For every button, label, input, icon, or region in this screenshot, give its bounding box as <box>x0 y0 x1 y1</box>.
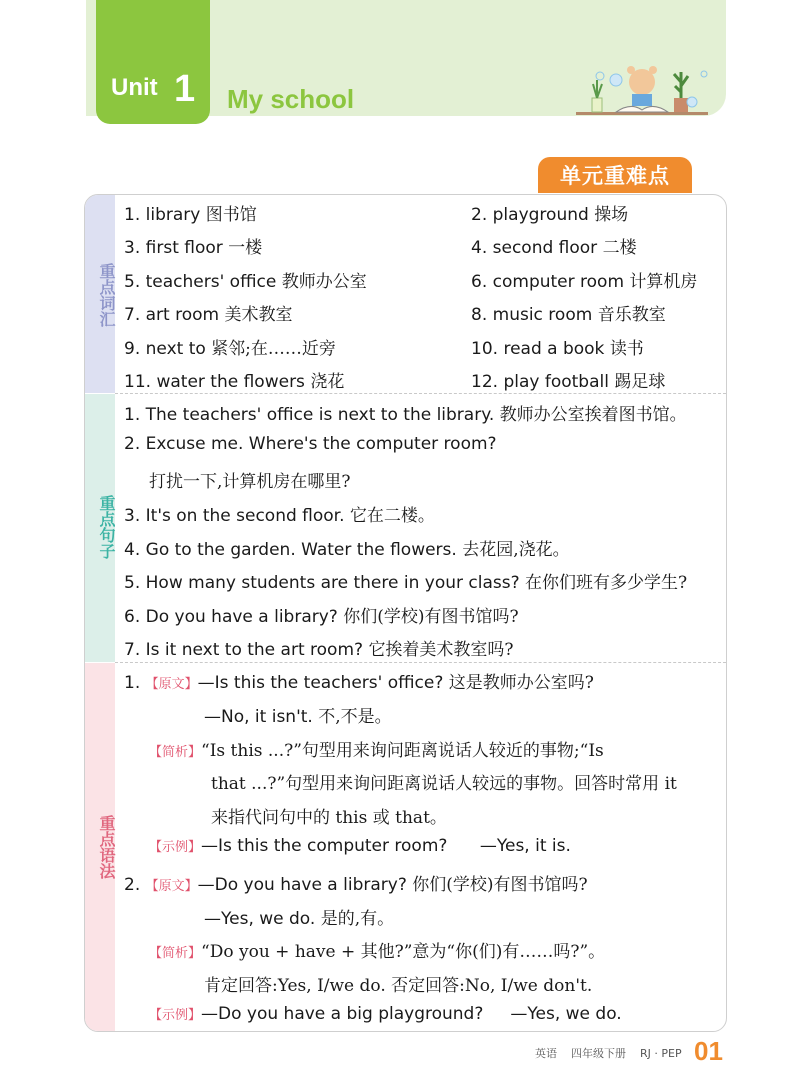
page-number: 01 <box>694 1036 723 1066</box>
vocab-item: 7. art room 美术教室 <box>124 305 293 325</box>
vocab-item: 11. water the flowers 浇花 <box>124 372 345 392</box>
grammar-example: 【示例】—Is this the computer room? —Yes, it is. <box>149 836 571 856</box>
footer-grade: 四年级下册 <box>571 1047 626 1060</box>
grammar-example: 【示例】—Do you have a big playground? —Yes, we do. <box>149 1004 622 1024</box>
grammar-analysis: 【简析】“Do you + have + 其他?”意为“你(们)有……吗?”。 <box>149 942 606 962</box>
sentence-item: 1. The teachers' office is next to the library. 教师办公室挨着图书馆。 <box>124 405 687 425</box>
divider <box>115 393 726 394</box>
sentence-item: 2. Excuse me. Where's the computer room? <box>124 434 497 454</box>
vocab-item: 8. music room 音乐教室 <box>471 305 666 325</box>
vocab-item: 2. playground 操场 <box>471 205 629 225</box>
grammar-analysis: 【简析】“Is this ...?”句型用来询问距离说话人较近的事物;“Is <box>149 741 604 761</box>
sentence-translation: 打扰一下,计算机房在哪里? <box>149 472 351 492</box>
unit-number: 1 <box>174 68 196 110</box>
vocab-item: 9. next to 紧邻;在……近旁 <box>124 339 336 359</box>
grammar-analysis-cont: that ...?”句型用来询问距离说话人较远的事物。回答时常用 it <box>211 774 677 794</box>
vocab-item: 10. read a book 读书 <box>471 339 644 359</box>
footer-edition: RJ · PEP <box>640 1047 682 1060</box>
sentence-item: 4. Go to the garden. Water the flowers. 去花园,浇花。 <box>124 540 570 560</box>
vocab-item: 4. second floor 二楼 <box>471 238 637 258</box>
unit-label: Unit <box>111 74 158 101</box>
vocab-item: 3. first floor 一楼 <box>124 238 263 258</box>
vocab-label: 重点词汇 <box>97 263 116 327</box>
grammar-original-q: 2. 【原文】—Do you have a library? 你们(学校)有图书馆吗? <box>124 875 588 895</box>
divider <box>115 662 726 663</box>
grammar-analysis-cont: 来指代问句中的 this 或 that。 <box>211 808 447 828</box>
sentence-item: 3. It's on the second floor. 它在二楼。 <box>124 506 435 526</box>
sentence-item: 6. Do you have a library? 你们(学校)有图书馆吗? <box>124 607 519 627</box>
sentence-item: 7. Is it next to the art room? 它挨着美术教室吗? <box>124 640 514 660</box>
grammar-original-q: 1. 【原文】—Is this the teachers' office? 这是教师办公室吗? <box>124 673 594 693</box>
grammar-label: 重点语法 <box>97 815 116 879</box>
key-points-card <box>84 194 727 1032</box>
vocab-item: 12. play football 踢足球 <box>471 372 666 392</box>
section-tag-key-points: 单元重难点 <box>538 157 692 193</box>
vocab-item: 6. computer room 计算机房 <box>471 272 698 292</box>
footer-subject: 英语 <box>535 1047 557 1060</box>
bear-reading-illustration-icon <box>576 62 711 116</box>
grammar-original-a: —Yes, we do. 是的,有。 <box>204 909 395 929</box>
sentences-label: 重点句子 <box>97 495 116 559</box>
sentence-item: 5. How many students are there in your class? 在你们班有多少学生? <box>124 573 688 593</box>
unit-title: My school <box>227 84 355 114</box>
vocab-item: 1. library 图书馆 <box>124 205 257 225</box>
grammar-original-a: —No, it isn't. 不,不是。 <box>204 707 392 727</box>
grammar-analysis-cont: 肯定回答:Yes, I/we do. 否定回答:No, I/we don't. <box>204 976 593 996</box>
page-footer <box>535 1045 682 1061</box>
vocab-item: 5. teachers' office 教师办公室 <box>124 272 367 292</box>
